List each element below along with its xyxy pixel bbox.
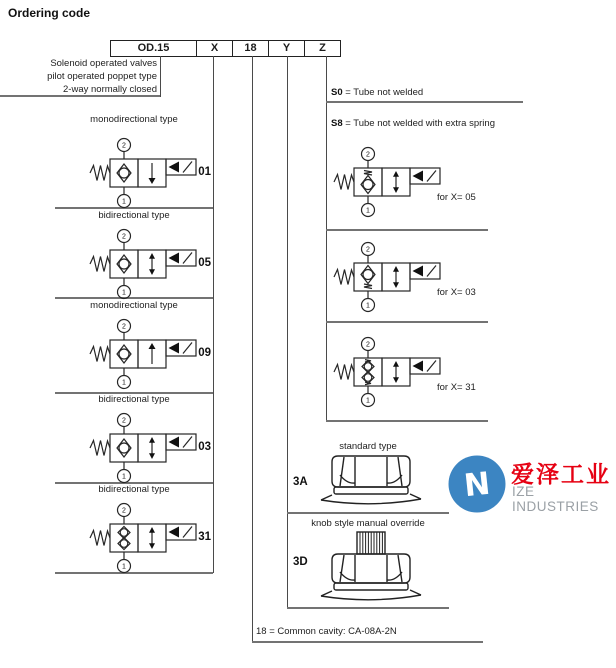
- cavity-code: 18: [256, 626, 267, 637]
- svg-text:1: 1: [122, 473, 126, 481]
- code-cell-x: X: [197, 41, 233, 56]
- svg-text:1: 1: [366, 207, 370, 215]
- svg-text:2: 2: [122, 233, 126, 241]
- x-option-label: monodirectional type: [90, 300, 178, 311]
- watermark-chinese-text: 爱泽工业: [511, 462, 611, 488]
- description-line: 2-way normally closed: [63, 84, 157, 95]
- svg-text:1: 1: [122, 198, 126, 206]
- cartridge-nut-drawing: [313, 453, 429, 514]
- svg-text:1: 1: [122, 289, 126, 297]
- valve-symbol-s8-x03: [324, 241, 444, 313]
- svg-text:2: 2: [122, 507, 126, 515]
- y-option-label: standard type: [339, 441, 397, 452]
- connector-18: [252, 56, 253, 643]
- x-option-code: 09: [198, 347, 211, 359]
- x-option-code: 03: [198, 441, 211, 453]
- y-section-separator: [287, 512, 449, 514]
- code-cell-z: Z: [319, 42, 326, 54]
- x-option-label: monodirectional type: [90, 114, 178, 125]
- x-option-label: bidirectional type: [98, 484, 170, 495]
- watermark-english-text: IZE INDUSTRIES: [512, 484, 599, 514]
- x-option-code: 31: [198, 531, 211, 543]
- s0-underline: [326, 101, 523, 103]
- z-code-s0: S0: [331, 87, 343, 98]
- description-line: Solenoid operated valves: [50, 58, 157, 69]
- x-option-code: 01: [198, 166, 211, 178]
- s8-variant-note: for X= 31: [437, 382, 476, 393]
- y-option-code: 3A: [293, 476, 308, 488]
- z-text-s8: = Tube not welded with extra spring: [345, 118, 495, 129]
- svg-text:1: 1: [122, 563, 126, 571]
- y-option-code: 3D: [293, 556, 308, 568]
- y-section-bottom: [287, 607, 449, 609]
- description-line: pilot operated poppet type: [47, 71, 157, 82]
- x-option-label: bidirectional type: [98, 210, 170, 221]
- valve-symbol-s8-x31: [324, 336, 444, 408]
- ordering-code-table: [110, 40, 341, 57]
- z-code-s8: S8: [331, 118, 343, 129]
- ize-logo-icon: [447, 454, 507, 519]
- connector-x: [213, 56, 214, 573]
- product-description: [7, 57, 157, 96]
- z-section-separator: [326, 420, 488, 422]
- code-cell-y: Y: [269, 41, 305, 56]
- z-section-separator: [326, 321, 488, 323]
- svg-text:1: 1: [122, 379, 126, 387]
- svg-text:1: 1: [366, 397, 370, 405]
- valve-symbol-s8-x05: [324, 146, 444, 218]
- y-option-label: knob style manual override: [311, 518, 425, 529]
- code-cell-18: 18: [233, 41, 269, 56]
- code-cell-series: OD.15: [111, 41, 197, 56]
- x-option-code: 05: [198, 257, 211, 269]
- z-option-s0: [331, 87, 423, 98]
- cartridge-knob-drawing: [313, 531, 429, 610]
- cavity-text: = Common cavity: CA-08A-2N: [269, 626, 397, 637]
- svg-text:1: 1: [366, 302, 370, 310]
- s8-variant-note: for X= 03: [437, 287, 476, 298]
- cavity-underline: [252, 641, 483, 643]
- connector-od15: [160, 56, 161, 97]
- svg-text:2: 2: [366, 151, 370, 159]
- s8-variant-note: for X= 05: [437, 192, 476, 203]
- z-text-s0: = Tube not welded: [345, 87, 424, 98]
- x-option-label: bidirectional type: [98, 394, 170, 405]
- svg-text:2: 2: [366, 246, 370, 254]
- z-option-s8: [331, 118, 495, 129]
- svg-text:2: 2: [122, 323, 126, 331]
- svg-text:N: N: [462, 465, 492, 505]
- description-underline: [0, 95, 160, 97]
- cavity-note: [256, 626, 397, 637]
- z-section-separator: [326, 229, 488, 231]
- svg-text:2: 2: [366, 341, 370, 349]
- page-title: Ordering code: [8, 6, 91, 20]
- svg-text:2: 2: [122, 417, 126, 425]
- svg-text:2: 2: [122, 142, 126, 150]
